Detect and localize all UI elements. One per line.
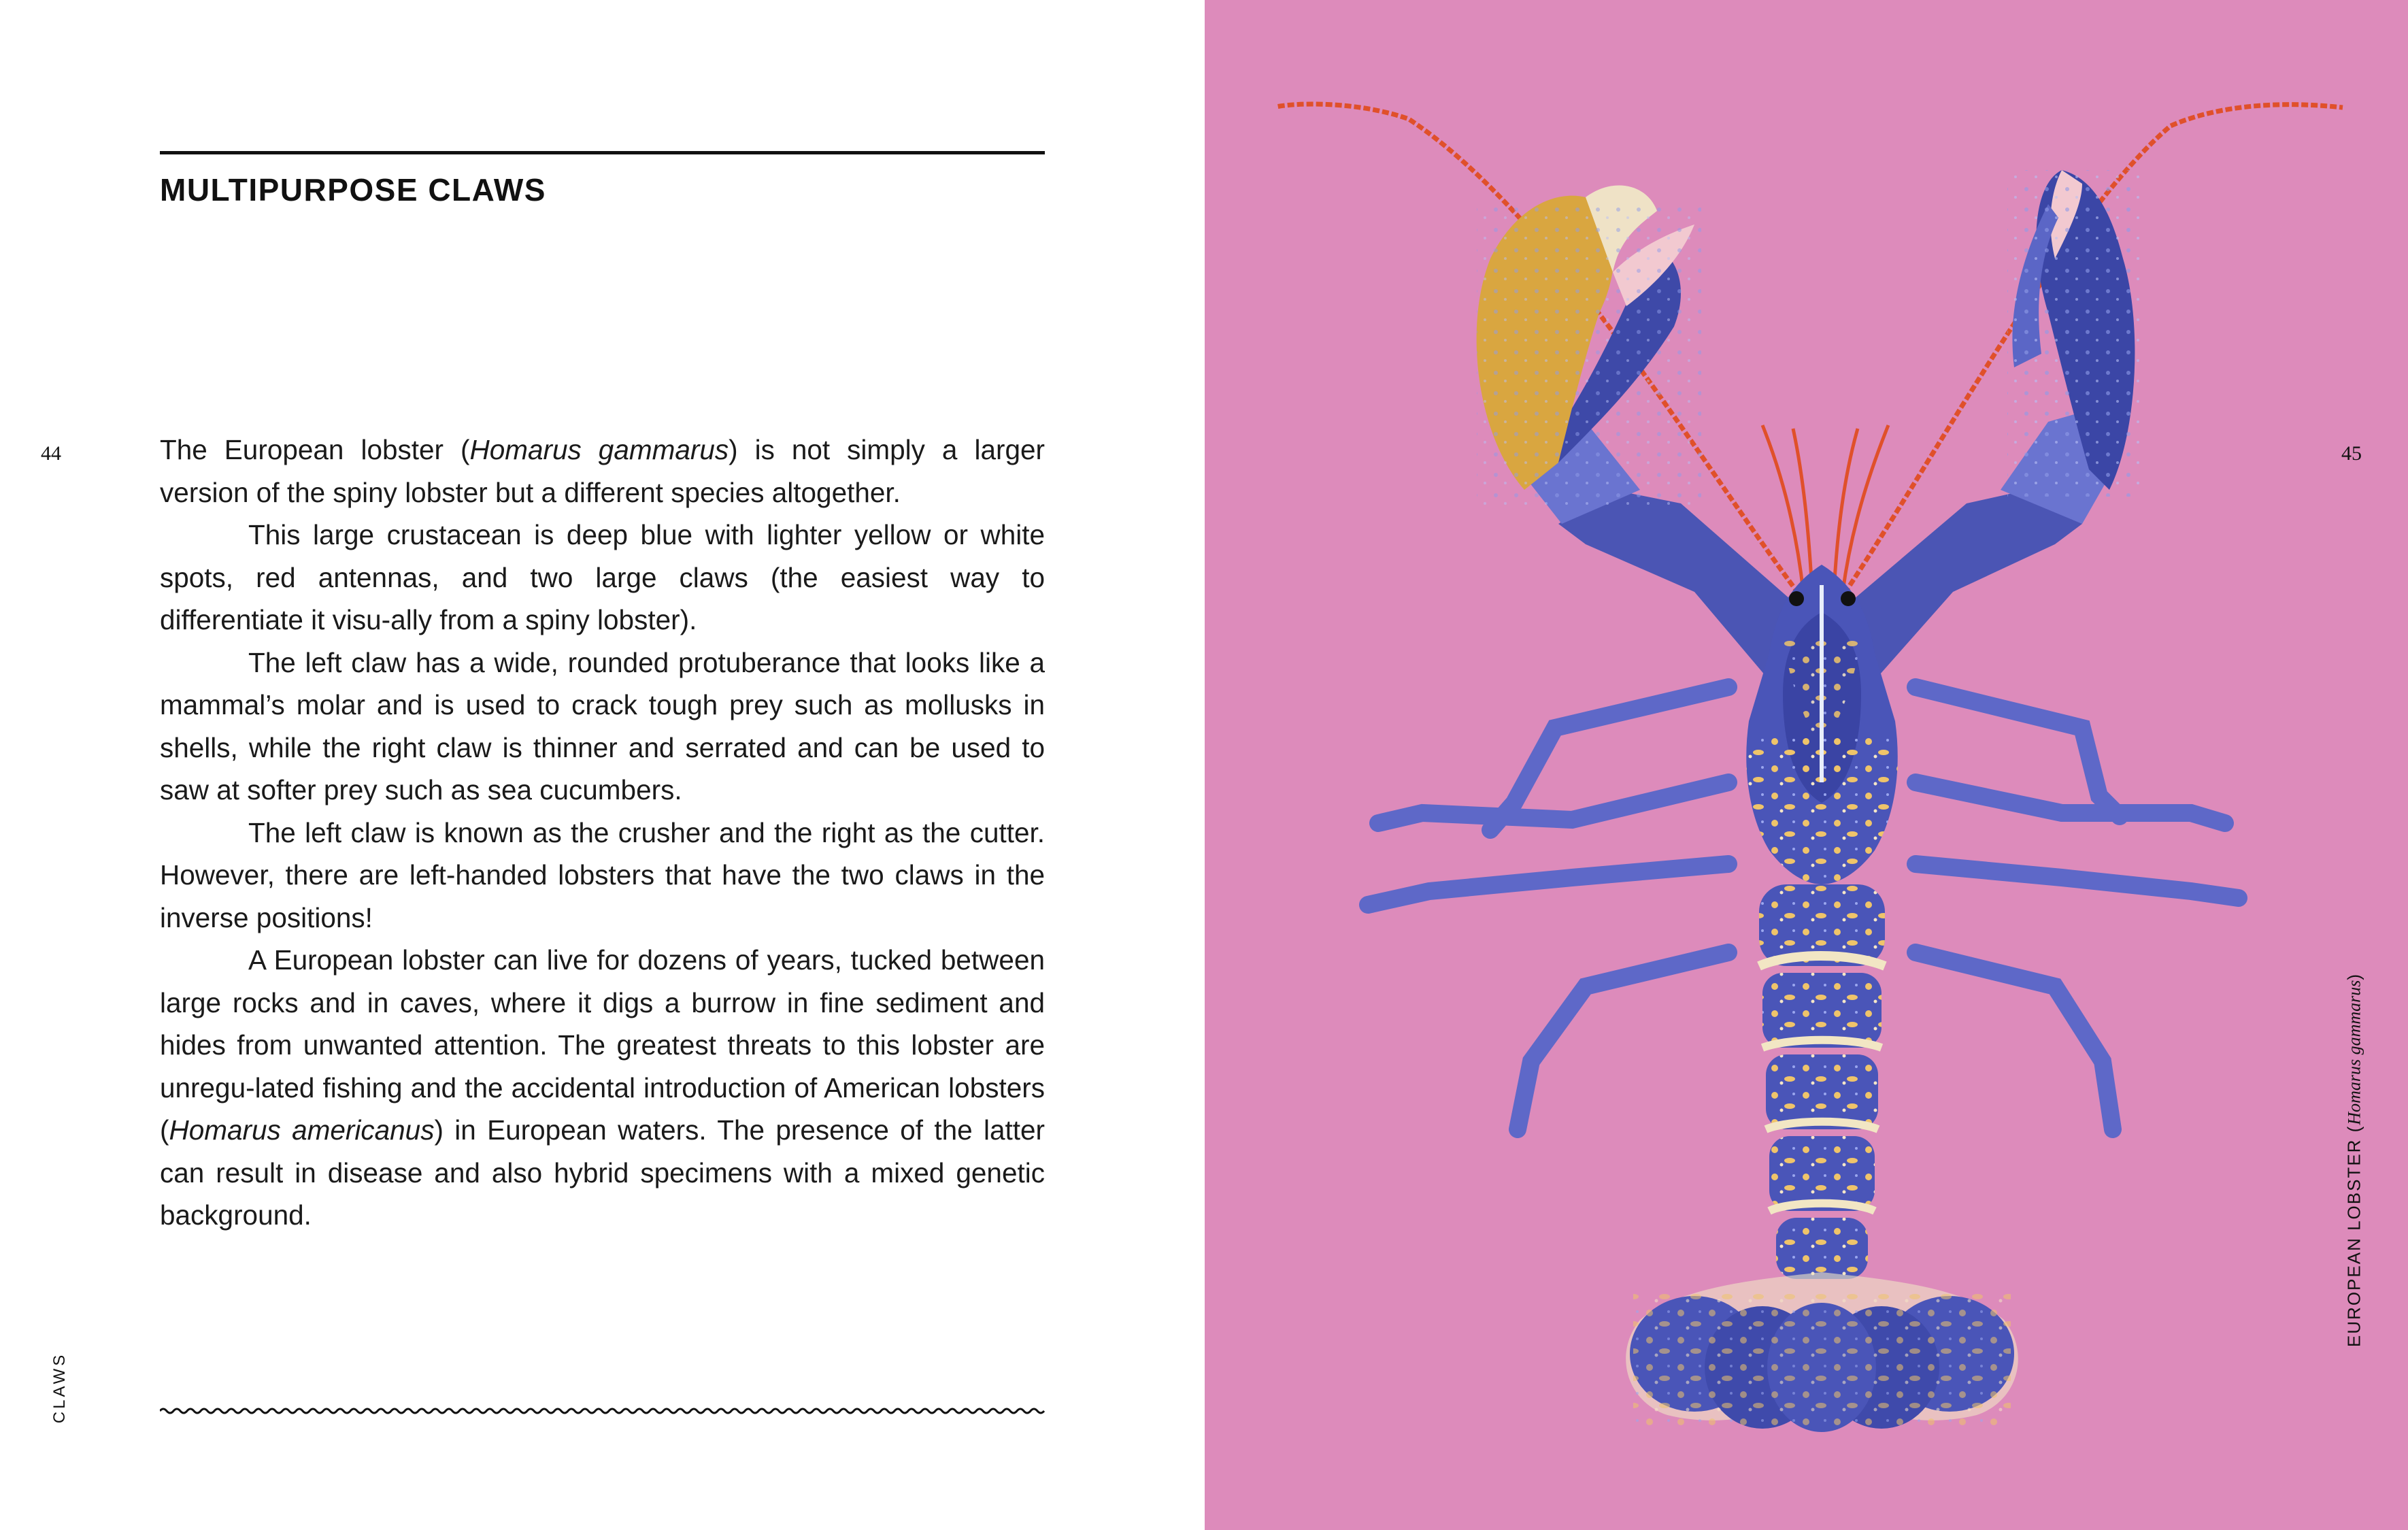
caption-close-paren: ) xyxy=(2343,972,2364,980)
paragraph-3: The left claw has a wide, rounded protuberance that looks like a mammal’s molar and is used to crack tough prey such as mollusks in shells, while the right claw is thinner and serrated and can be used to saw at softer prey such as sea cucumbers. xyxy=(160,646,1045,805)
paragraph-1-text-a: The European lobster ( xyxy=(160,434,470,465)
claw-left xyxy=(1477,186,1790,680)
eye-right xyxy=(1841,591,1856,606)
paragraph-1-text-b: ) is not simply a larger version of the spiny lobster but a different species altogether. xyxy=(160,434,1045,508)
european-lobster-illustration xyxy=(1205,0,2408,1530)
paragraph-1 xyxy=(160,429,1045,514)
right-page xyxy=(1205,0,2408,1530)
paragraph-2: This large crustacean is deep blue with lighter yellow or white spots, red antennas, and two large claws (the easiest way to differentiate it visu-ally from a spiny lobster). xyxy=(160,519,1045,635)
top-rule xyxy=(160,151,1045,154)
american-species-italic: Homarus americanus xyxy=(169,1114,435,1146)
page-number-right: 45 xyxy=(2341,442,2362,465)
caption-common-name: EUROPEAN LOBSTER ( xyxy=(2343,1125,2364,1348)
legs-left xyxy=(1368,687,1728,1129)
tail-fan xyxy=(1626,1272,2018,1432)
page-number-left: 44 xyxy=(41,442,61,465)
page-heading: MULTIPURPOSE CLAWS xyxy=(160,172,546,207)
eye-left xyxy=(1789,591,1804,606)
paragraph-5-text-a: A European lobster can live for dozens of years, tucked between large rocks and in caves, where it digs a burrow in fine sediment and hides from unwanted attention. The greatest threats to this lobster are unregu-lated fishing and the accidental introduction of American lobsters ( xyxy=(160,944,1045,1146)
claw-right xyxy=(1854,170,2143,680)
paragraph-5-text-b: ) in European waters. The presence of the latter can result in disease and also hybrid specimens with a mixed genetic background. xyxy=(160,1114,1045,1231)
section-label: CLAWS xyxy=(50,1352,69,1424)
species-name-italic: Homarus gammarus xyxy=(469,434,729,465)
paragraph-5 xyxy=(160,939,1045,1237)
caption-species-name: Homarus gammarus xyxy=(2344,980,2364,1125)
abdomen xyxy=(1759,884,1885,1279)
wavy-divider xyxy=(160,1406,1045,1416)
legs-right xyxy=(1916,687,2239,1129)
paragraph-4: The left claw is known as the crusher and the right as the cutter. However, there are left-handed lobsters that have the two claws in the inverse positions! xyxy=(160,816,1045,933)
body-text xyxy=(160,429,1045,1237)
illustration-caption xyxy=(2344,973,2365,1347)
